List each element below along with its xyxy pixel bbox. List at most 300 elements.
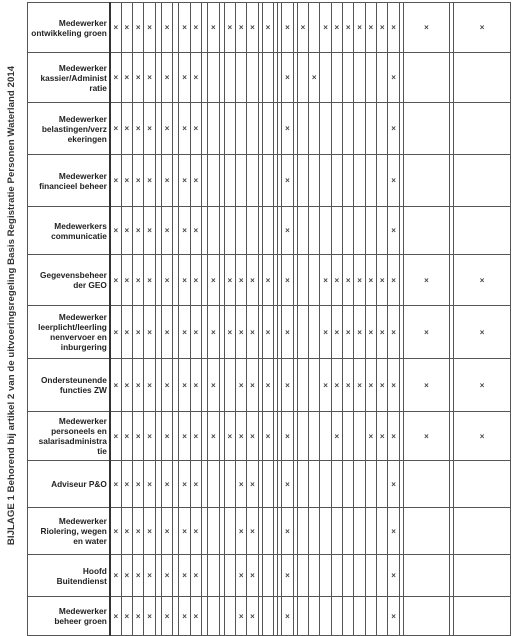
matrix-cell xyxy=(121,461,132,508)
matrix-cell xyxy=(161,103,172,155)
cross-mark-icon: × xyxy=(238,327,244,337)
cross-mark-icon: × xyxy=(113,611,119,621)
cross-mark-icon: × xyxy=(334,380,340,390)
role-label: Medewerker kassier/Administ ratie xyxy=(28,53,110,103)
matrix-cell xyxy=(247,306,258,359)
matrix-cell xyxy=(247,461,258,508)
cross-mark-icon: × xyxy=(391,124,396,133)
matrix-cell xyxy=(121,53,132,103)
matrix-cell xyxy=(309,461,320,508)
matrix-cell xyxy=(331,508,342,555)
matrix-cell xyxy=(331,3,342,53)
cross-mark-icon: × xyxy=(135,526,141,536)
matrix-cell xyxy=(454,597,511,636)
cross-mark-icon: × xyxy=(147,23,152,32)
cross-mark-icon: × xyxy=(135,380,141,390)
matrix-cell xyxy=(454,155,511,207)
matrix-cell xyxy=(388,3,399,53)
matrix-cell xyxy=(354,306,365,359)
cross-mark-icon: × xyxy=(323,380,328,390)
cross-mark-icon: × xyxy=(368,380,374,390)
matrix-cell xyxy=(403,555,449,597)
matrix-cell xyxy=(388,207,399,255)
cross-mark-icon: × xyxy=(250,23,255,32)
role-label: Medewerker personeels en salarisadministra tie xyxy=(28,412,110,461)
cross-mark-icon: × xyxy=(238,571,244,580)
cross-mark-icon: × xyxy=(379,23,385,32)
cross-mark-icon: × xyxy=(211,380,216,390)
matrix-cell xyxy=(365,3,376,53)
matrix-cell xyxy=(377,53,388,103)
cross-mark-icon: × xyxy=(345,23,351,32)
matrix-cell xyxy=(110,3,121,53)
matrix-cell xyxy=(224,412,235,461)
cross-mark-icon: × xyxy=(135,571,141,580)
matrix-cell xyxy=(161,255,172,306)
matrix-cell xyxy=(208,255,219,306)
cross-mark-icon: × xyxy=(479,23,485,32)
matrix-cell xyxy=(133,461,144,508)
cross-mark-icon: × xyxy=(391,275,396,285)
matrix-cell xyxy=(354,359,365,412)
matrix-cell xyxy=(354,412,365,461)
matrix-cell xyxy=(354,555,365,597)
matrix-cell xyxy=(110,255,121,306)
matrix-cell xyxy=(121,306,132,359)
cross-mark-icon: × xyxy=(164,124,170,133)
matrix-cell xyxy=(309,555,320,597)
matrix-cell xyxy=(354,3,365,53)
matrix-cell xyxy=(247,412,258,461)
matrix-cell xyxy=(110,412,121,461)
matrix-cell xyxy=(262,306,273,359)
matrix-cell xyxy=(282,412,293,461)
matrix-cell xyxy=(224,359,235,412)
cross-mark-icon: × xyxy=(135,73,141,82)
side-title xyxy=(0,0,24,610)
table-row xyxy=(28,359,511,412)
matrix-cell xyxy=(235,412,246,461)
cross-mark-icon: × xyxy=(285,479,290,489)
cross-mark-icon: × xyxy=(250,479,255,489)
matrix-cell xyxy=(365,255,376,306)
role-label: Ondersteunende functies ZW xyxy=(28,359,110,412)
matrix-cell xyxy=(161,555,172,597)
matrix-cell xyxy=(224,3,235,53)
matrix-cell xyxy=(224,53,235,103)
matrix-cell xyxy=(282,255,293,306)
matrix-cell xyxy=(190,207,201,255)
cross-mark-icon: × xyxy=(147,380,152,390)
cross-mark-icon: × xyxy=(391,479,396,489)
matrix-cell xyxy=(247,555,258,597)
matrix-cell xyxy=(365,103,376,155)
cross-mark-icon: × xyxy=(193,73,199,82)
matrix-cell xyxy=(110,53,121,103)
matrix-cell xyxy=(377,555,388,597)
matrix-cell xyxy=(297,53,308,103)
matrix-cell xyxy=(235,461,246,508)
cross-mark-icon: × xyxy=(285,124,290,133)
cross-mark-icon: × xyxy=(285,176,290,185)
cross-mark-icon: × xyxy=(193,571,199,580)
matrix-cell xyxy=(190,255,201,306)
matrix-cell xyxy=(343,103,354,155)
cross-mark-icon: × xyxy=(334,327,340,337)
matrix-cell xyxy=(343,597,354,636)
matrix-cell xyxy=(297,155,308,207)
matrix-cell xyxy=(377,412,388,461)
matrix-cell xyxy=(179,597,190,636)
matrix-cell xyxy=(133,359,144,412)
matrix-cell xyxy=(110,359,121,412)
cross-mark-icon: × xyxy=(250,571,255,580)
matrix-cell xyxy=(377,103,388,155)
matrix-cell xyxy=(161,207,172,255)
matrix-cell xyxy=(235,306,246,359)
matrix-cell xyxy=(179,207,190,255)
matrix-cell xyxy=(144,155,155,207)
matrix-cell xyxy=(343,508,354,555)
matrix-cell xyxy=(320,508,331,555)
cross-mark-icon: × xyxy=(379,431,385,441)
cross-mark-icon: × xyxy=(164,176,170,185)
matrix-cell xyxy=(190,53,201,103)
cross-mark-icon: × xyxy=(193,23,199,32)
matrix-cell xyxy=(354,103,365,155)
role-label: Medewerkers communicatie xyxy=(28,207,110,255)
matrix-cell xyxy=(331,306,342,359)
cross-mark-icon: × xyxy=(135,275,141,285)
matrix-cell xyxy=(331,461,342,508)
matrix-cell xyxy=(144,359,155,412)
cross-mark-icon: × xyxy=(238,526,244,536)
cross-mark-icon: × xyxy=(285,431,290,441)
cross-mark-icon: × xyxy=(479,275,485,285)
matrix-cell xyxy=(403,207,449,255)
cross-mark-icon: × xyxy=(164,275,170,285)
cross-mark-icon: × xyxy=(147,124,152,133)
table-row xyxy=(28,412,511,461)
cross-mark-icon: × xyxy=(147,73,152,82)
cross-mark-icon: × xyxy=(479,327,485,337)
matrix-cell xyxy=(133,306,144,359)
matrix-cell xyxy=(365,555,376,597)
cross-mark-icon: × xyxy=(124,23,130,32)
matrix-cell xyxy=(403,103,449,155)
matrix-cell xyxy=(297,306,308,359)
cross-mark-icon: × xyxy=(193,380,199,390)
cross-mark-icon: × xyxy=(182,526,187,536)
matrix-cell xyxy=(354,597,365,636)
matrix-cell xyxy=(331,359,342,412)
cross-mark-icon: × xyxy=(227,431,233,441)
matrix-cell xyxy=(354,255,365,306)
cross-mark-icon: × xyxy=(164,571,170,580)
matrix-cell xyxy=(377,306,388,359)
matrix-cell xyxy=(403,461,449,508)
matrix-cell xyxy=(365,412,376,461)
matrix-cell xyxy=(224,207,235,255)
matrix-cell xyxy=(224,461,235,508)
cross-mark-icon: × xyxy=(227,23,233,32)
matrix-cell xyxy=(235,3,246,53)
matrix-cell xyxy=(179,306,190,359)
matrix-cell xyxy=(320,555,331,597)
matrix-cell xyxy=(331,255,342,306)
matrix-cell xyxy=(262,461,273,508)
side-title-text: BIJLAGE 1 Behorend bij artikel 2 van de uitvoeringsregeling Basis Registratie Personen Waterland 2014 xyxy=(6,65,18,545)
matrix-cell xyxy=(377,255,388,306)
matrix-cell xyxy=(144,255,155,306)
cross-mark-icon: × xyxy=(164,526,170,536)
matrix-cell xyxy=(309,508,320,555)
matrix-cell xyxy=(365,508,376,555)
cross-mark-icon: × xyxy=(124,479,130,489)
cross-mark-icon: × xyxy=(285,611,290,621)
matrix-cell xyxy=(208,306,219,359)
cross-mark-icon: × xyxy=(265,23,271,32)
matrix-cell xyxy=(262,207,273,255)
cross-mark-icon: × xyxy=(368,431,374,441)
cross-mark-icon: × xyxy=(265,431,271,441)
matrix-cell xyxy=(235,508,246,555)
cross-mark-icon: × xyxy=(285,23,290,32)
cross-mark-icon: × xyxy=(250,431,255,441)
matrix-cell xyxy=(262,555,273,597)
cross-mark-icon: × xyxy=(265,275,271,285)
matrix-cell xyxy=(110,508,121,555)
matrix-cell xyxy=(388,306,399,359)
matrix-cell xyxy=(403,53,449,103)
cross-mark-icon: × xyxy=(182,611,187,621)
matrix-cell xyxy=(354,461,365,508)
cross-mark-icon: × xyxy=(285,226,290,235)
matrix-cell xyxy=(388,508,399,555)
matrix-cell xyxy=(161,508,172,555)
cross-mark-icon: × xyxy=(250,611,255,621)
matrix-cell xyxy=(224,155,235,207)
matrix-cell xyxy=(354,155,365,207)
cross-mark-icon: × xyxy=(357,380,362,390)
matrix-cell xyxy=(208,3,219,53)
matrix-cell xyxy=(133,412,144,461)
matrix-cell xyxy=(144,597,155,636)
matrix-cell xyxy=(403,508,449,555)
cross-mark-icon: × xyxy=(135,23,141,32)
cross-mark-icon: × xyxy=(113,226,119,235)
matrix-cell xyxy=(403,255,449,306)
cross-mark-icon: × xyxy=(285,73,290,82)
cross-mark-icon: × xyxy=(182,479,187,489)
matrix-cell xyxy=(377,461,388,508)
matrix-cell xyxy=(208,103,219,155)
cross-mark-icon: × xyxy=(135,479,141,489)
matrix-cell xyxy=(161,461,172,508)
matrix-cell xyxy=(224,555,235,597)
cross-mark-icon: × xyxy=(113,176,119,185)
matrix-cell xyxy=(121,508,132,555)
matrix-cell xyxy=(179,3,190,53)
cross-mark-icon: × xyxy=(250,526,255,536)
cross-mark-icon: × xyxy=(391,327,396,337)
matrix-cell xyxy=(190,306,201,359)
cross-mark-icon: × xyxy=(124,380,130,390)
matrix-cell xyxy=(331,103,342,155)
matrix-cell xyxy=(144,508,155,555)
matrix-cell xyxy=(343,53,354,103)
matrix-cell xyxy=(309,53,320,103)
matrix-cell xyxy=(309,3,320,53)
matrix-cell xyxy=(208,359,219,412)
matrix-cell xyxy=(133,155,144,207)
matrix-cell xyxy=(161,359,172,412)
cross-mark-icon: × xyxy=(147,526,152,536)
cross-mark-icon: × xyxy=(391,526,396,536)
matrix-cell xyxy=(282,207,293,255)
matrix-cell xyxy=(133,103,144,155)
matrix-cell xyxy=(247,53,258,103)
cross-mark-icon: × xyxy=(238,431,244,441)
matrix-cell xyxy=(110,155,121,207)
matrix-cell xyxy=(179,359,190,412)
cross-mark-icon: × xyxy=(379,327,385,337)
cross-mark-icon: × xyxy=(124,176,130,185)
matrix-cell xyxy=(224,103,235,155)
matrix-cell xyxy=(190,555,201,597)
cross-mark-icon: × xyxy=(193,526,199,536)
cross-mark-icon: × xyxy=(238,23,244,32)
cross-mark-icon: × xyxy=(238,380,244,390)
cross-mark-icon: × xyxy=(164,73,170,82)
matrix-cell xyxy=(121,155,132,207)
table-row xyxy=(28,555,511,597)
matrix-cell xyxy=(179,155,190,207)
matrix-cell xyxy=(121,103,132,155)
matrix-cell xyxy=(388,412,399,461)
matrix-cell xyxy=(454,412,511,461)
matrix-cell xyxy=(309,103,320,155)
cross-mark-icon: × xyxy=(345,327,351,337)
matrix-cell xyxy=(297,555,308,597)
cross-mark-icon: × xyxy=(311,73,317,82)
cross-mark-icon: × xyxy=(345,380,351,390)
cross-mark-icon: × xyxy=(368,275,374,285)
matrix-cell xyxy=(403,597,449,636)
matrix-cell xyxy=(331,53,342,103)
matrix-cell xyxy=(403,3,449,53)
cross-mark-icon: × xyxy=(211,327,216,337)
matrix-cell xyxy=(247,255,258,306)
matrix-cell xyxy=(320,103,331,155)
cross-mark-icon: × xyxy=(147,327,152,337)
matrix-cell xyxy=(110,555,121,597)
authorization-matrix xyxy=(27,2,511,636)
matrix-cell xyxy=(320,359,331,412)
cross-mark-icon: × xyxy=(147,275,152,285)
cross-mark-icon: × xyxy=(479,431,485,441)
matrix-cell xyxy=(403,359,449,412)
cross-mark-icon: × xyxy=(357,275,362,285)
matrix-cell xyxy=(262,359,273,412)
matrix-cell xyxy=(235,597,246,636)
matrix-cell xyxy=(297,461,308,508)
matrix-cell xyxy=(190,412,201,461)
matrix-cell xyxy=(224,306,235,359)
matrix-cell xyxy=(235,155,246,207)
matrix-cell xyxy=(208,207,219,255)
cross-mark-icon: × xyxy=(211,275,216,285)
matrix-cell xyxy=(247,3,258,53)
matrix-cell xyxy=(309,412,320,461)
matrix-cell xyxy=(377,508,388,555)
matrix-body xyxy=(28,3,511,636)
cross-mark-icon: × xyxy=(391,571,396,580)
cross-mark-icon: × xyxy=(227,327,233,337)
matrix-cell xyxy=(190,461,201,508)
cross-mark-icon: × xyxy=(124,226,130,235)
matrix-cell xyxy=(110,103,121,155)
matrix-cell xyxy=(454,207,511,255)
matrix-cell xyxy=(235,103,246,155)
matrix-cell xyxy=(354,508,365,555)
cross-mark-icon: × xyxy=(391,431,396,441)
matrix-cell xyxy=(262,412,273,461)
matrix-cell xyxy=(247,103,258,155)
matrix-cell xyxy=(179,412,190,461)
matrix-cell xyxy=(161,3,172,53)
cross-mark-icon: × xyxy=(265,380,271,390)
matrix-cell xyxy=(208,155,219,207)
matrix-cell xyxy=(144,306,155,359)
matrix-cell xyxy=(377,3,388,53)
matrix-cell xyxy=(297,597,308,636)
matrix-cell xyxy=(190,359,201,412)
matrix-cell xyxy=(110,207,121,255)
matrix-cell xyxy=(320,53,331,103)
matrix-cell xyxy=(262,155,273,207)
matrix-cell xyxy=(454,3,511,53)
role-label: Medewerker belastingen/verz ekeringen xyxy=(28,103,110,155)
matrix-cell xyxy=(224,597,235,636)
matrix-cell xyxy=(297,412,308,461)
cross-mark-icon: × xyxy=(391,226,396,235)
cross-mark-icon: × xyxy=(424,431,429,441)
matrix-cell xyxy=(320,412,331,461)
cross-mark-icon: × xyxy=(391,380,396,390)
matrix-cell xyxy=(208,508,219,555)
matrix-cell xyxy=(365,306,376,359)
matrix-cell xyxy=(320,155,331,207)
cross-mark-icon: × xyxy=(124,431,130,441)
cross-mark-icon: × xyxy=(334,275,340,285)
matrix-cell xyxy=(110,461,121,508)
cross-mark-icon: × xyxy=(113,380,119,390)
cross-mark-icon: × xyxy=(182,327,187,337)
cross-mark-icon: × xyxy=(147,431,152,441)
matrix-cell xyxy=(282,3,293,53)
matrix-cell xyxy=(247,207,258,255)
cross-mark-icon: × xyxy=(424,380,429,390)
matrix-cell xyxy=(354,207,365,255)
matrix-cell xyxy=(121,3,132,53)
cross-mark-icon: × xyxy=(124,124,130,133)
matrix-cell xyxy=(403,306,449,359)
table-row xyxy=(28,155,511,207)
cross-mark-icon: × xyxy=(238,275,244,285)
matrix-cell xyxy=(343,155,354,207)
matrix-cell xyxy=(365,597,376,636)
